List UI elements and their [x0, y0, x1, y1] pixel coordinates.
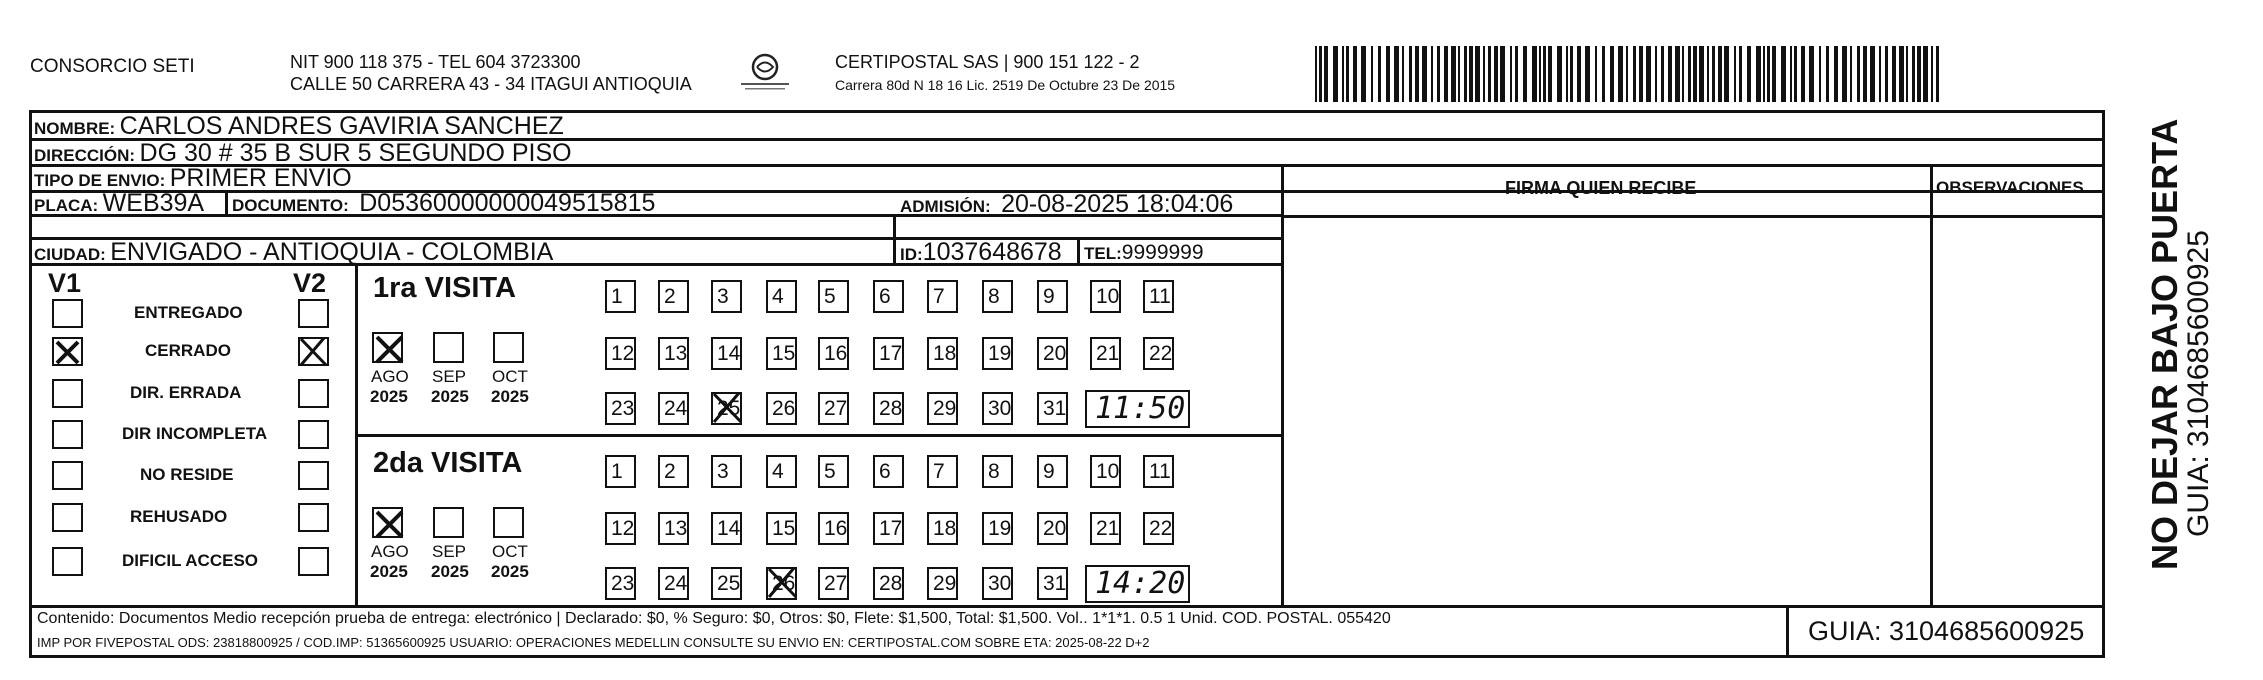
day-number: 14 — [717, 342, 741, 365]
v1-checkbox[interactable] — [52, 503, 83, 532]
day-box[interactable] — [927, 392, 958, 425]
month-checkbox[interactable] — [433, 332, 464, 363]
visit-title: 1ra VISITA — [373, 272, 516, 304]
day-box[interactable] — [1037, 392, 1068, 425]
day-number: 30 — [988, 572, 1012, 595]
day-box[interactable] — [873, 455, 904, 488]
day-number: 25 — [717, 397, 741, 420]
contents-line: Contenido: Documentos Medio recepción prueba de entrega: electrónico | Declarado: $0, % Seguro: $0, Otros: $0, Flete: $1,500, Total: $1,500. Vol.. 1*1*1. 0.5 1 Unid. COD. POSTAL. 055420 — [37, 610, 1391, 627]
day-number: 7 — [933, 285, 945, 308]
day-box[interactable] — [1037, 337, 1068, 370]
status-label: ENTREGADO — [134, 303, 243, 322]
day-box[interactable] — [766, 337, 797, 370]
day-box[interactable] — [982, 567, 1013, 600]
name-label: NOMBRE: — [34, 119, 116, 138]
day-number: 5 — [824, 460, 836, 483]
v2-checkbox[interactable] — [298, 337, 329, 366]
day-number: 14 — [717, 517, 741, 540]
day-number: 8 — [988, 460, 1000, 483]
day-box[interactable] — [1037, 567, 1068, 600]
type-label: TIPO DE ENVIO: — [34, 171, 166, 190]
day-box[interactable] — [927, 337, 958, 370]
status-label: DIR. ERRADA — [130, 383, 242, 402]
day-number: 30 — [988, 397, 1012, 420]
day-number: 6 — [879, 285, 891, 308]
signature-header: FIRMA QUIEN RECIBE — [1505, 178, 1697, 198]
day-box[interactable] — [1143, 512, 1174, 545]
day-box[interactable] — [873, 337, 904, 370]
day-number: 9 — [1043, 460, 1055, 483]
day-box[interactable] — [711, 567, 742, 600]
day-number: 17 — [879, 517, 903, 540]
day-box[interactable] — [1143, 455, 1174, 488]
day-number: 26 — [772, 397, 796, 420]
day-box[interactable] — [605, 392, 636, 425]
day-box[interactable] — [766, 512, 797, 545]
day-number: 9 — [1043, 285, 1055, 308]
city-value: ENVIGADO - ANTIOQUIA - COLOMBIA — [110, 238, 554, 266]
day-number: 15 — [772, 517, 796, 540]
id-row — [900, 240, 1062, 265]
day-box[interactable] — [766, 392, 797, 425]
day-box[interactable] — [766, 280, 797, 313]
day-number: 31 — [1043, 397, 1067, 420]
day-box[interactable] — [658, 455, 689, 488]
month-year: 2025 — [370, 562, 408, 581]
day-number: 18 — [933, 517, 957, 540]
day-number: 7 — [933, 460, 945, 483]
day-box[interactable] — [873, 567, 904, 600]
type-row — [34, 166, 352, 191]
day-number: 10 — [1096, 285, 1120, 308]
admission-label: ADMISIÓN: — [900, 197, 991, 216]
company-address: CALLE 50 CARRERA 43 - 34 ITAGUI ANTIOQUIA — [290, 74, 692, 94]
day-box[interactable] — [927, 567, 958, 600]
day-number: 13 — [664, 342, 688, 365]
day-number: 11 — [1149, 285, 1171, 308]
day-box[interactable] — [711, 392, 742, 425]
name-row — [34, 114, 564, 139]
courier-line: CERTIPOSTAL SAS | 900 151 122 - 2 — [835, 52, 1140, 72]
day-number: 10 — [1096, 460, 1120, 483]
observations-header: OBSERVACIONES — [1936, 178, 2084, 197]
day-number: 2 — [664, 460, 676, 483]
visit-time: 14:20 — [1095, 566, 1186, 601]
day-box[interactable] — [766, 455, 797, 488]
day-number: 3 — [717, 285, 729, 308]
day-box[interactable] — [658, 280, 689, 313]
day-box[interactable] — [1090, 455, 1121, 488]
visit-time: 11:50 — [1095, 391, 1186, 426]
month-label: AGO — [371, 367, 409, 386]
day-box[interactable] — [927, 512, 958, 545]
address-row — [34, 141, 572, 166]
day-box[interactable] — [1037, 280, 1068, 313]
month-label: OCT — [492, 542, 528, 561]
tel-row — [1084, 242, 1204, 263]
v1-label: V1 — [48, 268, 82, 298]
day-number: 3 — [717, 460, 729, 483]
day-box[interactable] — [982, 280, 1013, 313]
v2-label: V2 — [293, 268, 327, 298]
v2-checkbox[interactable] — [298, 503, 329, 532]
day-box[interactable] — [818, 392, 849, 425]
time-box[interactable] — [1085, 565, 1190, 603]
day-number: 6 — [879, 460, 891, 483]
day-box[interactable] — [873, 512, 904, 545]
day-number: 5 — [824, 285, 836, 308]
status-label: REHUSADO — [130, 507, 228, 526]
day-box[interactable] — [711, 337, 742, 370]
day-number: 21 — [1096, 342, 1120, 365]
day-box[interactable] — [982, 455, 1013, 488]
month-label: SEP — [432, 542, 467, 561]
admission-row — [900, 192, 1233, 217]
recipient-address: DG 30 # 35 B SUR 5 SEGUNDO PISO — [139, 139, 572, 167]
day-box[interactable] — [818, 567, 849, 600]
certipostal-logo — [735, 50, 795, 95]
day-number: 4 — [772, 460, 784, 483]
day-box[interactable] — [711, 455, 742, 488]
day-number: 15 — [772, 342, 796, 365]
day-box[interactable] — [658, 337, 689, 370]
month-year: 2025 — [431, 562, 469, 581]
day-number: 12 — [611, 342, 635, 365]
day-box[interactable] — [605, 567, 636, 600]
id-value: 1037648678 — [922, 238, 1062, 266]
day-number: 31 — [1043, 572, 1067, 595]
day-number: 28 — [879, 572, 903, 595]
barcode — [1315, 46, 1945, 102]
day-number: 19 — [988, 517, 1012, 540]
day-number: 8 — [988, 285, 1000, 308]
month-year: 2025 — [491, 387, 529, 406]
day-number: 29 — [933, 572, 957, 595]
day-number: 11 — [1149, 460, 1171, 483]
v1-checkbox[interactable] — [52, 379, 83, 408]
day-box[interactable] — [1143, 337, 1174, 370]
day-box[interactable] — [982, 337, 1013, 370]
side-guia: GUIA: 3104685600925 — [2182, 230, 2215, 537]
city-row — [34, 240, 553, 265]
day-number: 24 — [664, 572, 688, 595]
day-box[interactable] — [605, 337, 636, 370]
day-box[interactable] — [605, 512, 636, 545]
document-row — [232, 191, 655, 216]
day-box[interactable] — [1037, 512, 1068, 545]
nit-line: NIT 900 118 375 - TEL 604 3723300 — [290, 52, 581, 72]
day-box[interactable] — [982, 392, 1013, 425]
v2-checkbox[interactable] — [298, 379, 329, 408]
address-label: DIRECCIÓN: — [34, 146, 136, 165]
day-number: 2 — [664, 285, 676, 308]
plate-row — [34, 191, 204, 216]
day-box[interactable] — [927, 280, 958, 313]
plate-label: PLACA: — [34, 196, 99, 215]
day-box[interactable] — [818, 512, 849, 545]
day-box[interactable] — [927, 455, 958, 488]
v2-checkbox[interactable] — [298, 299, 329, 328]
day-number: 27 — [824, 397, 848, 420]
day-number: 4 — [772, 285, 784, 308]
day-number: 1 — [611, 460, 623, 483]
day-box[interactable] — [1037, 455, 1068, 488]
month-year: 2025 — [370, 387, 408, 406]
shipment-type: PRIMER ENVIO — [169, 164, 352, 192]
day-number: 16 — [824, 517, 848, 540]
month-checkbox[interactable] — [372, 332, 403, 363]
v1-checkbox[interactable] — [52, 547, 83, 576]
v1-checkbox[interactable] — [52, 420, 83, 449]
day-box[interactable] — [658, 392, 689, 425]
day-number: 25 — [717, 572, 741, 595]
tel-value: 9999999 — [1121, 241, 1204, 264]
day-box[interactable] — [711, 280, 742, 313]
month-label: OCT — [492, 367, 528, 386]
month-checkbox[interactable] — [372, 507, 403, 538]
day-box[interactable] — [873, 280, 904, 313]
v2-checkbox[interactable] — [298, 461, 329, 490]
day-number: 12 — [611, 517, 635, 540]
day-box[interactable] — [818, 337, 849, 370]
day-box[interactable] — [1090, 280, 1121, 313]
signature-area[interactable] — [1284, 218, 1930, 605]
document-label: DOCUMENTO: — [232, 196, 349, 215]
month-checkbox[interactable] — [493, 332, 524, 363]
day-number: 23 — [611, 397, 635, 420]
month-label: SEP — [432, 367, 467, 386]
day-number: 24 — [664, 397, 688, 420]
day-number: 28 — [879, 397, 903, 420]
day-box[interactable] — [605, 280, 636, 313]
v1-checkbox[interactable] — [52, 337, 83, 366]
v2-checkbox[interactable] — [298, 420, 329, 449]
visit-title: 2da VISITA — [373, 447, 523, 479]
day-number: 29 — [933, 397, 957, 420]
day-number: 20 — [1043, 517, 1067, 540]
status-label: CERRADO — [145, 341, 231, 360]
day-number: 23 — [611, 572, 635, 595]
status-label: DIFICIL ACCESO — [122, 551, 259, 570]
plate-value: WEB39A — [102, 189, 205, 217]
month-year: 2025 — [431, 387, 469, 406]
day-box[interactable] — [1090, 337, 1121, 370]
day-number: 26 — [772, 572, 796, 595]
month-checkbox[interactable] — [493, 507, 524, 538]
v1-checkbox[interactable] — [52, 461, 83, 490]
day-box[interactable] — [1090, 512, 1121, 545]
tel-label: TEL: — [1084, 244, 1122, 263]
day-box[interactable] — [818, 455, 849, 488]
no-dejar-warning: NO DEJAR BAJO PUERTA — [2144, 118, 2185, 570]
status-label: NO RESIDE — [140, 465, 234, 484]
license-line: Carrera 80d N 18 16 Lic. 2519 De Octubre 23 De 2015 — [835, 77, 1176, 93]
print-line: IMP POR FIVEPOSTAL ODS: 23818800925 / COD.IMP: 51365600925 USUARIO: OPERACIONES MEDELLIN CONSULTE SU ENVIO EN: CERTIPOSTAL.COM SOBRE ETA: 2025-08-22 D+2 — [37, 635, 1150, 650]
document-value: D05360000000049515815 — [359, 189, 656, 217]
month-label: AGO — [371, 542, 409, 561]
v1-checkbox[interactable] — [52, 299, 83, 328]
day-box[interactable] — [658, 512, 689, 545]
day-number: 1 — [611, 285, 623, 308]
v2-checkbox[interactable] — [298, 547, 329, 576]
day-box[interactable] — [873, 392, 904, 425]
day-number: 16 — [824, 342, 848, 365]
time-box[interactable] — [1085, 390, 1190, 428]
id-label: ID: — [900, 245, 923, 264]
day-number: 13 — [664, 517, 688, 540]
day-box[interactable] — [766, 567, 797, 600]
admission-value: 20-08-2025 18:04:06 — [1001, 190, 1234, 218]
day-number: 20 — [1043, 342, 1067, 365]
day-number: 17 — [879, 342, 903, 365]
city-label: CIUDAD: — [34, 245, 106, 264]
observations-area[interactable] — [1933, 218, 2103, 605]
footer-guia: GUIA: 3104685600925 — [1808, 616, 2085, 646]
day-box[interactable] — [1143, 280, 1174, 313]
day-box[interactable] — [605, 455, 636, 488]
month-checkbox[interactable] — [433, 507, 464, 538]
day-box[interactable] — [711, 512, 742, 545]
day-box[interactable] — [818, 280, 849, 313]
day-box[interactable] — [658, 567, 689, 600]
day-number: 18 — [933, 342, 957, 365]
day-box[interactable] — [982, 512, 1013, 545]
day-number: 22 — [1149, 517, 1173, 540]
day-number: 21 — [1096, 517, 1120, 540]
day-number: 22 — [1149, 342, 1173, 365]
company-name: CONSORCIO SETI — [30, 56, 195, 77]
month-year: 2025 — [491, 562, 529, 581]
status-label: DIR INCOMPLETA — [122, 424, 268, 443]
day-number: 27 — [824, 572, 848, 595]
recipient-name: CARLOS ANDRES GAVIRIA SANCHEZ — [119, 112, 564, 140]
day-number: 19 — [988, 342, 1012, 365]
